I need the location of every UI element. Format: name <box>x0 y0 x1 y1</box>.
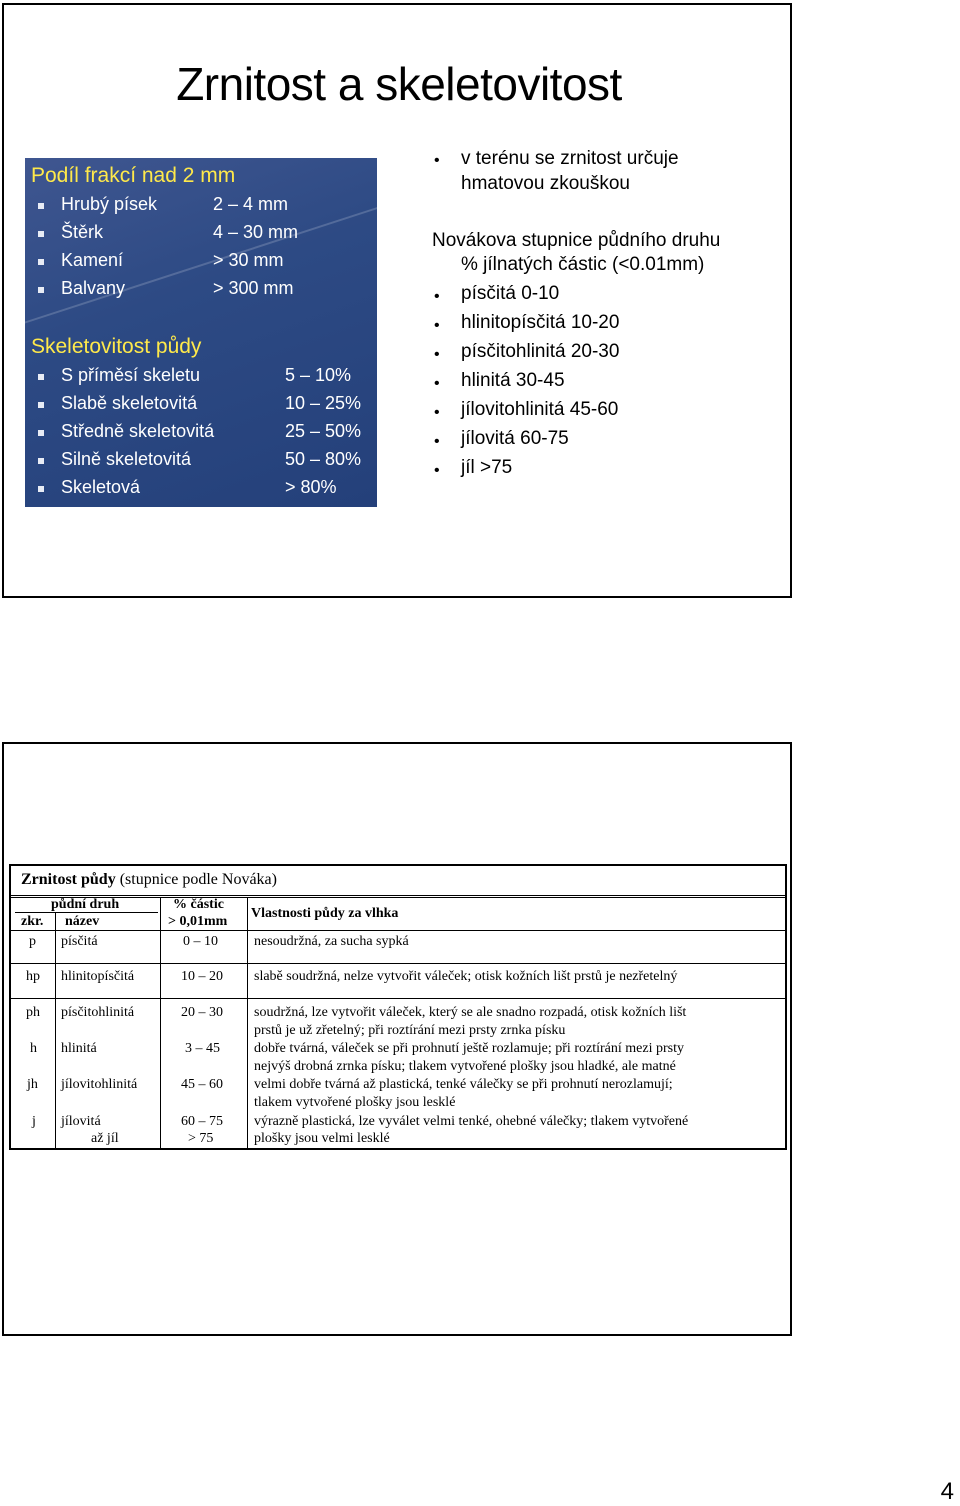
novak-table <box>9 864 787 1150</box>
bullet-icon: • <box>434 375 440 392</box>
square-bullet-icon <box>38 402 44 408</box>
header-soil-type: půdní druh <box>51 897 120 912</box>
square-bullet-icon <box>38 231 44 237</box>
cell-abbr: p <box>29 934 36 949</box>
square-bullet-icon <box>38 486 44 492</box>
fraction-value: > 30 mm <box>213 250 284 270</box>
cell-percent: 10 – 20 <box>181 969 223 984</box>
page-number: 4 <box>940 1478 954 1505</box>
skeleton-row <box>25 421 377 449</box>
cell-properties: plošky jsou velmi lesklé <box>254 1131 390 1146</box>
panel-header-fractions: Podíl frakcí nad 2 mm <box>31 164 236 187</box>
table-rule <box>11 930 785 931</box>
cell-percent: 20 – 30 <box>181 1005 223 1020</box>
cell-name: hlinitopísčitá <box>61 969 135 984</box>
cell-percent: 0 – 10 <box>183 934 218 949</box>
cell-percent: 3 – 45 <box>185 1041 220 1056</box>
skeleton-name: S příměsí skeletu <box>61 365 201 385</box>
square-bullet-icon <box>38 203 44 209</box>
skeleton-name: Silně skeletovitá <box>61 449 192 469</box>
square-bullet-icon <box>38 259 44 265</box>
skeleton-value: 25 – 50% <box>285 421 362 441</box>
skeleton-value: 50 – 80% <box>285 449 362 469</box>
fraction-row <box>25 194 377 222</box>
cell-percent: > 75 <box>188 1131 214 1146</box>
skeleton-name: Slabě skeletovitá <box>61 393 198 413</box>
cell-properties: prstů je už zřetelný; při roztírání mezi prsty zrnka písku <box>254 1023 566 1038</box>
bullet-icon: • <box>434 462 440 479</box>
bullet-icon: • <box>434 288 440 305</box>
fraction-value: 4 – 30 mm <box>213 222 299 242</box>
cell-abbr: jh <box>27 1077 38 1092</box>
table-column-rule <box>55 912 56 1150</box>
fraction-row <box>25 250 377 278</box>
slide-1 <box>2 3 792 598</box>
skeleton-value: 10 – 25% <box>285 393 362 413</box>
fraction-name: Kamení <box>61 250 124 270</box>
cell-percent: 45 – 60 <box>181 1077 223 1092</box>
soil-type-item: jílovitá 60-75 <box>461 428 569 449</box>
cell-abbr: ph <box>26 1005 40 1020</box>
bullet-icon: • <box>434 317 440 334</box>
skeleton-row <box>25 393 377 421</box>
skeleton-name: Středně skeletovitá <box>61 421 215 441</box>
cell-name: jílovitá <box>61 1114 101 1129</box>
fraction-name: Balvany <box>61 278 126 298</box>
table-title-bold: Zrnitost půdy <box>21 871 116 888</box>
header-name: název <box>65 914 100 929</box>
square-bullet-icon <box>38 458 44 464</box>
novak-heading-line-2: % jílnatých částic (<0.01mm) <box>461 254 705 275</box>
cell-properties: tlakem vytvořené plošky jsou lesklé <box>254 1095 456 1110</box>
fraction-row <box>25 278 377 306</box>
cell-percent: 60 – 75 <box>181 1114 223 1129</box>
field-method-line-2: hmatovou zkouškou <box>461 173 630 194</box>
skeleton-row <box>25 449 377 477</box>
cell-properties: velmi dobře tvárná až plastická, tenké válečky se při prohnutí nerozlamují; <box>254 1077 673 1092</box>
fraction-panel <box>25 158 377 507</box>
table-column-rule <box>160 897 161 1150</box>
soil-type-item: písčitá 0-10 <box>461 283 560 304</box>
novak-heading-line-1: Novákova stupnice půdního druhu <box>432 230 721 251</box>
panel-header-skeleton: Skeletovitost půdy <box>31 335 202 358</box>
slide-2 <box>2 742 792 1336</box>
bullet-icon: • <box>434 404 440 421</box>
cell-properties: dobře tvárná, váleček se při prohnutí ještě rozlamuje; při roztírání mezi prsty <box>254 1041 684 1056</box>
table-rule <box>11 897 785 898</box>
cell-abbr: h <box>30 1041 37 1056</box>
fraction-value: 2 – 4 mm <box>213 194 289 214</box>
field-method-line-1: v terénu se zrnitost určuje <box>461 148 679 169</box>
header-percent-unit: > 0,01mm <box>168 914 228 929</box>
square-bullet-icon <box>38 430 44 436</box>
cell-name: jílovitohlinitá <box>61 1077 138 1092</box>
cell-name: písčitohlinitá <box>61 1005 135 1020</box>
cell-properties: slabě soudržná, nelze vytvořit váleček; otisk kožních lišt prstů je nezřetelný <box>254 969 678 984</box>
table-rule <box>11 963 785 964</box>
soil-type-item: písčitohlinitá 20-30 <box>461 341 620 362</box>
bullet-icon: • <box>434 152 440 169</box>
skeleton-value: 5 – 10% <box>285 365 352 385</box>
fraction-value: > 300 mm <box>213 278 294 298</box>
cell-abbr: j <box>32 1114 36 1129</box>
cell-properties: soudržná, lze vytvořit váleček, který se ale snadno rozpadá, otisk kožních lišt <box>254 1005 687 1020</box>
fraction-row <box>25 222 377 250</box>
cell-properties: nejvýš drobná zrnka písku; tlakem vytvořené plošky jsou hladké, ale matné <box>254 1059 676 1074</box>
soil-type-item: jíl >75 <box>461 457 513 478</box>
table-title-rest: (stupnice podle Nováka) <box>119 871 277 888</box>
cell-name: písčitá <box>61 934 98 949</box>
cell-abbr: hp <box>26 969 40 984</box>
skeleton-row <box>25 365 377 393</box>
cell-name: hlinitá <box>61 1041 97 1056</box>
table-column-rule <box>247 897 248 1150</box>
slide-title: Zrnitost a skeletovitost <box>176 58 622 110</box>
soil-type-item: hlinitopísčitá 10-20 <box>461 312 620 333</box>
skeleton-row <box>25 477 377 505</box>
bullet-icon: • <box>434 346 440 363</box>
header-abbr: zkr. <box>21 914 44 929</box>
skeleton-value: > 80% <box>285 477 337 497</box>
cell-properties: výrazně plastická, lze vyválet velmi tenké, ohebné válečky; tlakem vytvořené <box>254 1114 689 1129</box>
soil-type-item: jílovitohlinitá 45-60 <box>461 399 619 420</box>
square-bullet-icon <box>38 287 44 293</box>
table-rule <box>11 998 785 999</box>
skeleton-name: Skeletová <box>61 477 141 497</box>
cell-properties: nesoudržná, za sucha sypká <box>254 934 409 949</box>
header-percent: % částic <box>173 897 224 912</box>
bullet-icon: • <box>434 433 440 450</box>
table-title <box>21 871 277 889</box>
soil-type-item: hlinitá 30-45 <box>461 370 565 391</box>
square-bullet-icon <box>38 374 44 380</box>
table-rule <box>11 895 785 896</box>
fraction-name: Hrubý písek <box>61 194 158 214</box>
header-properties: Vlastnosti půdy za vlhka <box>251 906 399 921</box>
fraction-name: Štěrk <box>61 222 104 242</box>
cell-name: až jíl <box>91 1131 119 1146</box>
